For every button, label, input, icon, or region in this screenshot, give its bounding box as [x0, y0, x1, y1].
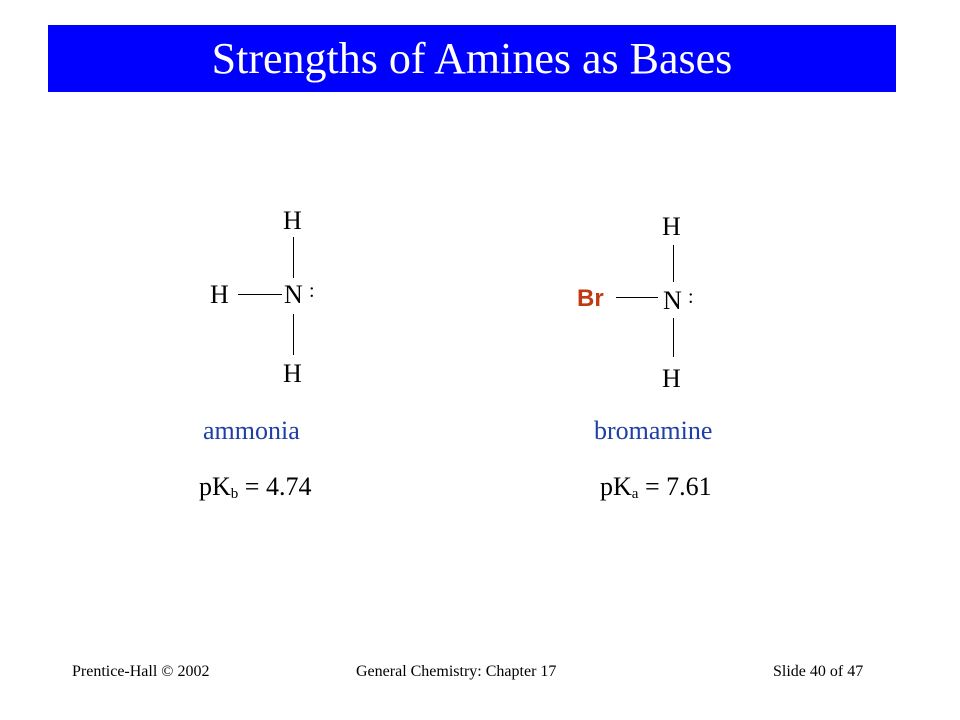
- bromamine-lone-pair: :: [688, 286, 694, 308]
- title-bar: [48, 25, 896, 92]
- pk-prefix: pK: [600, 472, 632, 501]
- pk-subscript: a: [631, 486, 639, 502]
- footer-chapter: General Chemistry: Chapter 17: [356, 663, 557, 680]
- ammonia-top-hydrogen: H: [283, 206, 302, 235]
- ammonia-bottom-bond: [293, 314, 294, 355]
- bromamine-top-hydrogen: H: [662, 212, 681, 241]
- bromamine-left-bond: [616, 297, 658, 298]
- bromamine-pka: [600, 474, 712, 502]
- pk-value: = 4.74: [238, 472, 312, 501]
- footer-slide-number: Slide 40 of 47: [773, 663, 864, 680]
- ammonia-bottom-hydrogen: H: [283, 359, 302, 388]
- slide-title: Strengths of Amines as Bases: [211, 33, 733, 83]
- bromamine-label: bromamine: [594, 416, 713, 445]
- ammonia-left-hydrogen: H: [210, 280, 229, 309]
- ammonia-nitrogen: N: [284, 280, 303, 309]
- footer-publisher: Prentice-Hall © 2002: [72, 663, 210, 680]
- ammonia-lone-pair: :: [309, 280, 315, 302]
- pk-subscript: b: [230, 486, 239, 502]
- ammonia-left-bond: [238, 294, 282, 295]
- pk-value: = 7.61: [638, 472, 712, 501]
- bromamine-bromine: Br: [577, 285, 604, 312]
- bromamine-bottom-hydrogen: H: [662, 364, 681, 393]
- pk-prefix: pK: [199, 472, 231, 501]
- ammonia-top-bond: [293, 237, 294, 278]
- ammonia-pkb: [199, 474, 311, 502]
- bromamine-top-bond: [673, 245, 674, 282]
- ammonia-label: ammonia: [203, 416, 300, 445]
- bromamine-bottom-bond: [673, 318, 674, 357]
- bromamine-nitrogen: N: [663, 286, 682, 315]
